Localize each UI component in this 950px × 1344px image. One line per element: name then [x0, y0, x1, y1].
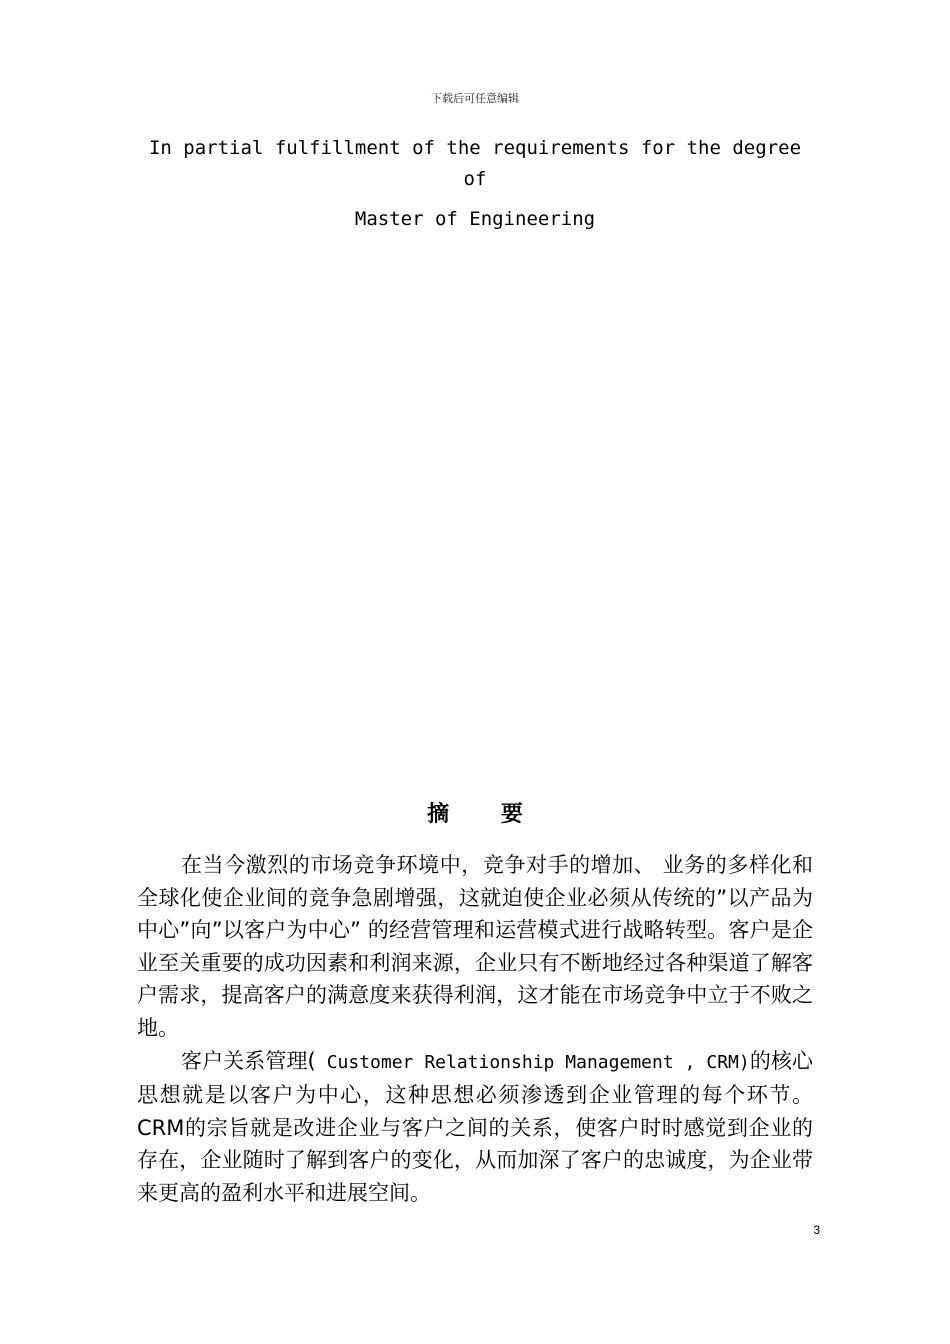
header-note: 下载后可任意编辑 [431, 92, 519, 105]
page-number: 3 [813, 1223, 820, 1237]
abstract-heading: 摘 要 [427, 802, 545, 827]
degree-title: Master of Engineering [354, 208, 596, 230]
title-line-1: In partial fulfillment of the requirements for the degree [148, 137, 802, 159]
abstract-paragraph-2-english: Customer Relationship Management , CRM) [315, 1051, 750, 1073]
title-line-2: of [463, 168, 487, 190]
abstract-body [137, 849, 813, 1210]
abstract-paragraph-2 [137, 1045, 813, 1210]
abstract-paragraph-2-prefix: 客户关系管理( [181, 1048, 316, 1073]
title-block [137, 133, 813, 235]
abstract-paragraph-1: 在当今激烈的市场竞争环境中，竞争对手的增加、 业务的多样化和全球化使企业间的竞争急剧增强，这就迫使企业必须从传统的”以产品为中心”向”以客户为中心” 的经营管理和运营模式进行战略转型。客户是企业至关重要的成功因素和利润来源，企业只有不断地经过各种渠道了解客户需求，提高客户的满意度来获得利润，这才能在市场竞争中立于不败之地。 [137, 853, 813, 1040]
abstract-paragraph-2-rest: 的核心思想就是以客户为中心，这种思想必须渗透到企业管理的每个环节。CRM的宗旨就是改进企业与客户之间的关系，使客户时时感觉到企业的存在，企业随时了解到客户的变化，从而加深了客户的忠诚度，为企业带来更高的盈利水平和进展空间。 [137, 1048, 813, 1205]
